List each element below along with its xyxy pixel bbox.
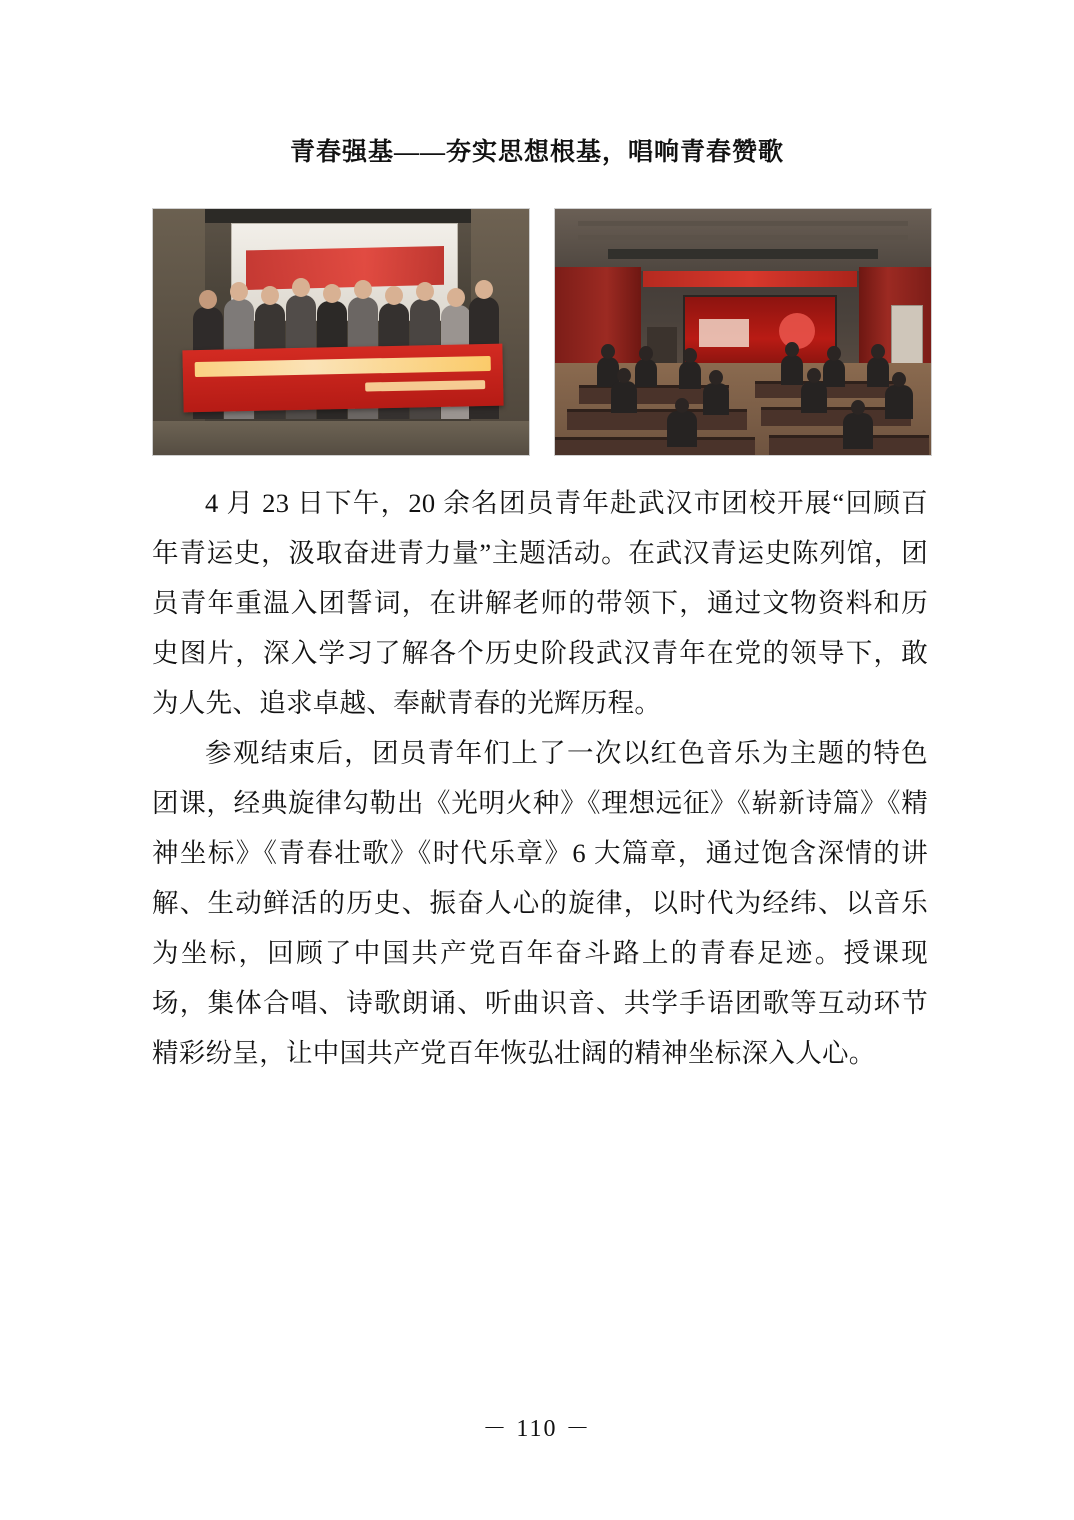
- floor: [153, 421, 529, 455]
- body-text: [152, 478, 928, 1078]
- paragraph-1: 4 月 23 日下午，20 余名团员青年赴武汉市团校开展“回顾百年青运史，汲取奋进青力量”主题活动。在武汉青运史陈列馆，团员青年重温入团誓词，在讲解老师的带领下，通过文物资料和历史图片，深入学习了解各个历史阶段武汉青年在党的领导下，敢为人先、追求卓越、奉献青春的光辉历程。: [152, 488, 928, 718]
- page-number: － 110 －: [482, 1416, 592, 1442]
- banner-text-line-2: [365, 380, 485, 392]
- figure-lecture-hall: [554, 208, 932, 456]
- stage-banner: [643, 271, 857, 287]
- figure-group-photo: [152, 208, 530, 456]
- paragraph-2: 参观结束后，团员青年们上了一次以红色音乐为主题的特色团课，经典旋律勾勒出《光明火种》《理想远征》《崭新诗篇》《精神坐标》《青春壮歌》《时代乐章》6 大篇章，通过饱含深情的讲解、生动鲜活的历史、振奋人心的旋律，以时代为经纬、以音乐为坐标，回顾了中国共产党百年奋斗路上的青春足迹。授课现场，集体合唱、诗歌朗诵、听曲识音、共学手语团歌等互动环节精彩纷呈，让中国共产党百年恢弘壮阔的精神坐标深入人心。: [152, 738, 928, 1068]
- figure-row: [152, 208, 932, 456]
- ceiling-beam: [608, 249, 879, 259]
- banner-text-line-1: [195, 356, 491, 377]
- ceiling: [555, 209, 931, 271]
- red-banner: [182, 344, 503, 413]
- desk-row: [555, 437, 755, 456]
- ceiling-strip: [205, 209, 471, 223]
- page-title: 青春强基——夯实思想根基，唱响青春赞歌: [289, 139, 784, 166]
- screen-graphic-bar: [699, 319, 749, 347]
